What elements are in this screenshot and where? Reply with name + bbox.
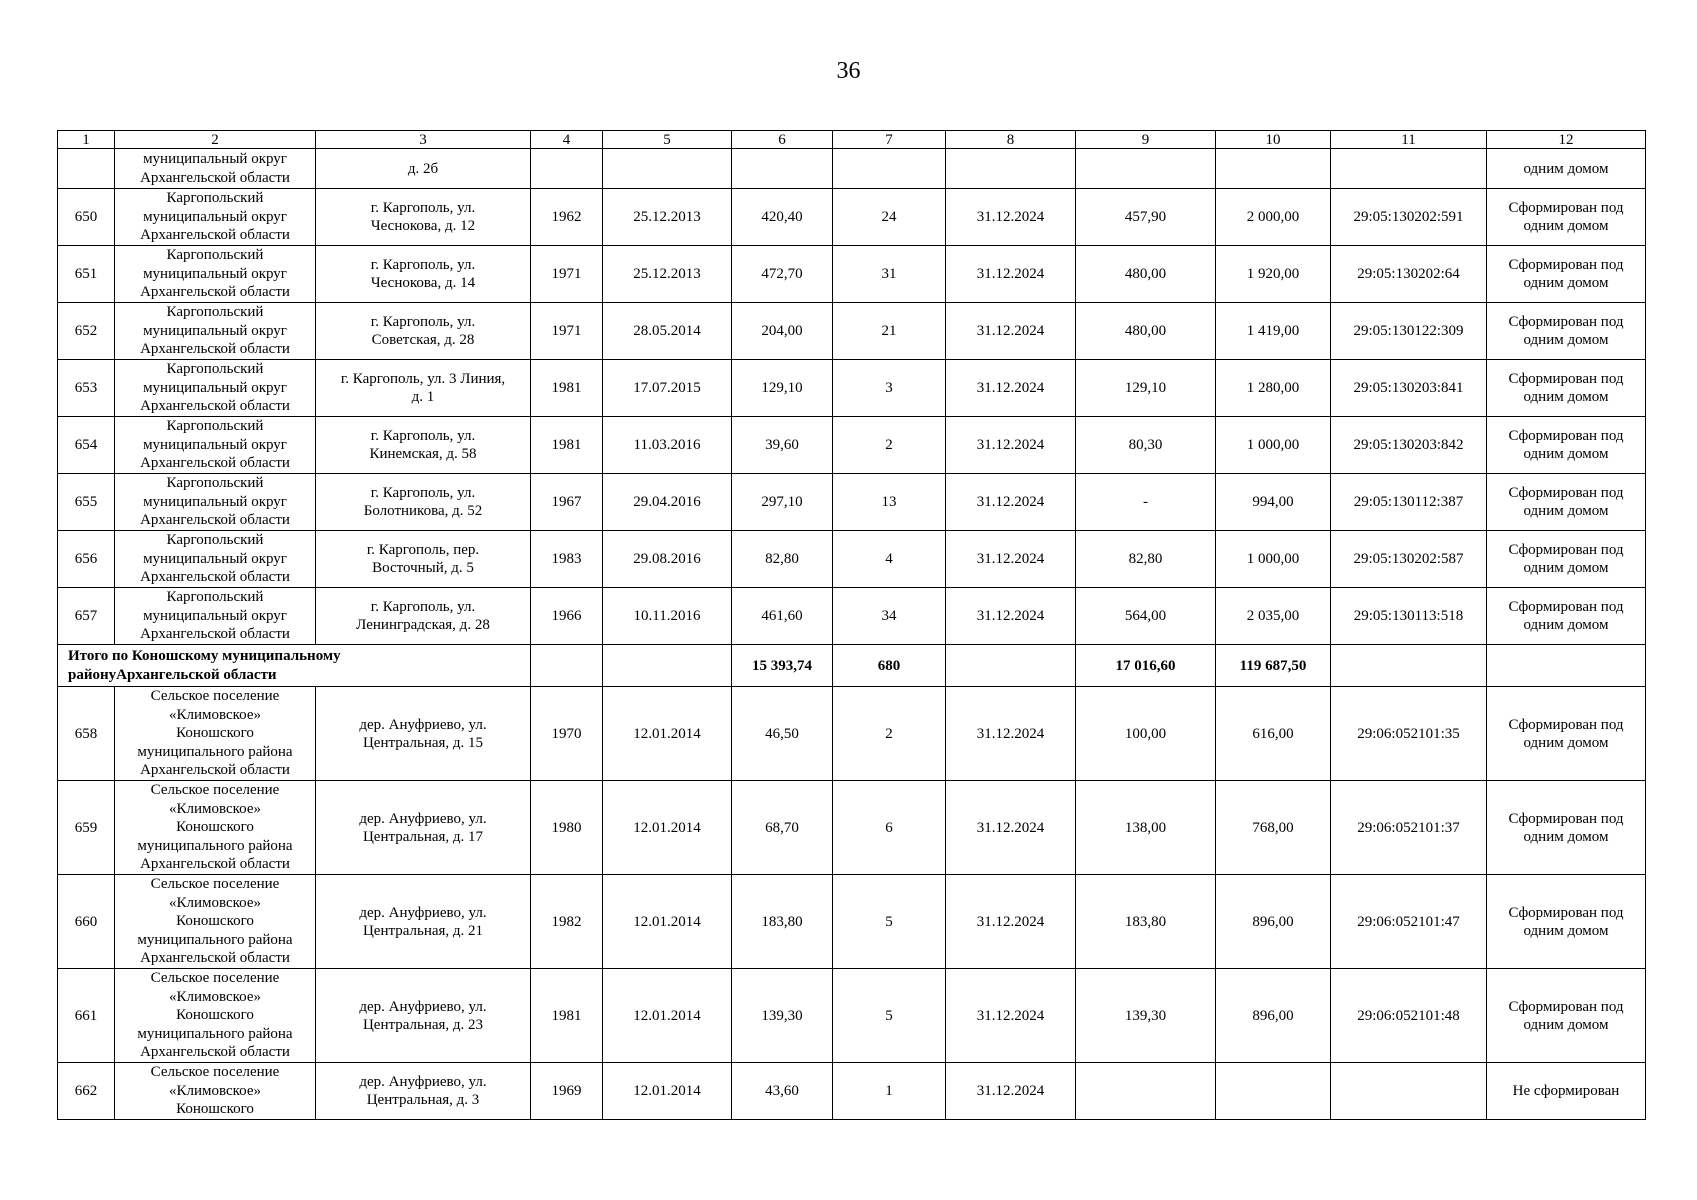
year-built: 1971: [531, 303, 603, 360]
land-status: Сформирован под одним домом: [1487, 246, 1646, 303]
municipality: Каргопольский муниципальный округ Архангельской области: [115, 417, 316, 474]
cadastral-number: 29:06:052101:47: [1331, 875, 1487, 969]
table-row: [58, 588, 1646, 645]
cadastral-number: 29:05:130202:64: [1331, 246, 1487, 303]
area: 183,80: [732, 875, 833, 969]
address: д. 2б: [316, 149, 531, 189]
land-status: Сформирован под одним домом: [1487, 687, 1646, 781]
table-row: [58, 474, 1646, 531]
land-area: 80,30: [1076, 417, 1216, 474]
date: 29.08.2016: [603, 531, 732, 588]
address: г. Каргополь, ул. Чеснокова, д. 12: [316, 189, 531, 246]
row-number: 654: [58, 417, 115, 474]
residents: 3: [833, 360, 946, 417]
cadastral-number: 29:05:130203:841: [1331, 360, 1487, 417]
relocation-date: 31.12.2024: [946, 246, 1076, 303]
relocation-date: 31.12.2024: [946, 303, 1076, 360]
table-row: [58, 531, 1646, 588]
address: г. Каргополь, ул. 3 Линия, д. 1: [316, 360, 531, 417]
relocation-date: 31.12.2024: [946, 781, 1076, 875]
total-relocation-date: [946, 645, 1076, 687]
table-row: [58, 687, 1646, 781]
table-row: [58, 303, 1646, 360]
value: 1 280,00: [1216, 360, 1331, 417]
residents: 2: [833, 687, 946, 781]
land-status: Сформирован под одним домом: [1487, 360, 1646, 417]
land-status: Сформирован под одним домом: [1487, 588, 1646, 645]
land-status: Сформирован под одним домом: [1487, 303, 1646, 360]
row-number: 662: [58, 1063, 115, 1120]
land-status: Сформирован под одним домом: [1487, 875, 1646, 969]
area: 46,50: [732, 687, 833, 781]
area: 461,60: [732, 588, 833, 645]
relocation-date: 31.12.2024: [946, 588, 1076, 645]
land-status: Сформирован под одним домом: [1487, 189, 1646, 246]
year-built: [531, 149, 603, 189]
residents: 2: [833, 417, 946, 474]
relocation-date: 31.12.2024: [946, 189, 1076, 246]
year-built: 1981: [531, 417, 603, 474]
address: дер. Ануфриево, ул. Центральная, д. 15: [316, 687, 531, 781]
area: 204,00: [732, 303, 833, 360]
address: г. Каргополь, пер. Восточный, д. 5: [316, 531, 531, 588]
relocation-date: 31.12.2024: [946, 1063, 1076, 1120]
residents: 13: [833, 474, 946, 531]
relocation-date: 31.12.2024: [946, 969, 1076, 1063]
address: г. Каргополь, ул. Кинемская, д. 58: [316, 417, 531, 474]
land-status: Сформирован под одним домом: [1487, 969, 1646, 1063]
total-residents: 680: [833, 645, 946, 687]
housing-register-table: [57, 130, 1646, 1120]
row-number: 656: [58, 531, 115, 588]
municipality: Каргопольский муниципальный округ Архангельской области: [115, 474, 316, 531]
cadastral-number: 29:05:130203:842: [1331, 417, 1487, 474]
date: 12.01.2014: [603, 687, 732, 781]
date: 25.12.2013: [603, 189, 732, 246]
column-number-row: [58, 131, 1646, 149]
municipality: Каргопольский муниципальный округ Архангельской области: [115, 588, 316, 645]
value: 768,00: [1216, 781, 1331, 875]
date: 10.11.2016: [603, 588, 732, 645]
value: 616,00: [1216, 687, 1331, 781]
relocation-date: 31.12.2024: [946, 474, 1076, 531]
address: дер. Ануфриево, ул. Центральная, д. 23: [316, 969, 531, 1063]
table-row: [58, 875, 1646, 969]
value: 1 000,00: [1216, 417, 1331, 474]
land-area: 139,30: [1076, 969, 1216, 1063]
column-number-9: 9: [1076, 131, 1216, 149]
land-status: Сформирован под одним домом: [1487, 781, 1646, 875]
row-number: 661: [58, 969, 115, 1063]
area: 82,80: [732, 531, 833, 588]
relocation-date: 31.12.2024: [946, 417, 1076, 474]
date: 11.03.2016: [603, 417, 732, 474]
cadastral-number: 29:06:052101:48: [1331, 969, 1487, 1063]
date: 12.01.2014: [603, 969, 732, 1063]
residents: 4: [833, 531, 946, 588]
column-number-7: 7: [833, 131, 946, 149]
column-number-11: 11: [1331, 131, 1487, 149]
residents: 34: [833, 588, 946, 645]
relocation-date: 31.12.2024: [946, 875, 1076, 969]
municipality: Сельское поселение «Климовское» Коношского муниципального района Архангельской области: [115, 781, 316, 875]
land-area: -: [1076, 474, 1216, 531]
total-label: Итого по Коношскому муниципальному районуАрхангельской области: [58, 645, 531, 687]
date: 12.01.2014: [603, 1063, 732, 1120]
area: 297,10: [732, 474, 833, 531]
value: 2 035,00: [1216, 588, 1331, 645]
row-number: 651: [58, 246, 115, 303]
value: 1 419,00: [1216, 303, 1331, 360]
municipality: Каргопольский муниципальный округ Архангельской области: [115, 360, 316, 417]
table-row: [58, 781, 1646, 875]
address: дер. Ануфриево, ул. Центральная, д. 3: [316, 1063, 531, 1120]
total-row: [58, 645, 1646, 687]
land-area: 183,80: [1076, 875, 1216, 969]
row-number: 655: [58, 474, 115, 531]
total-area: 15 393,74: [732, 645, 833, 687]
year-built: 1970: [531, 687, 603, 781]
total-date: [603, 645, 732, 687]
date: 28.05.2014: [603, 303, 732, 360]
municipality: Каргопольский муниципальный округ Архангельской области: [115, 246, 316, 303]
municipality: Сельское поселение «Климовское» Коношского муниципального района Архангельской области: [115, 875, 316, 969]
area: 43,60: [732, 1063, 833, 1120]
column-number-1: 1: [58, 131, 115, 149]
land-area: 480,00: [1076, 246, 1216, 303]
row-number: 660: [58, 875, 115, 969]
year-built: 1981: [531, 969, 603, 1063]
residents: 21: [833, 303, 946, 360]
land-status: Сформирован под одним домом: [1487, 417, 1646, 474]
cadastral-number: 29:05:130122:309: [1331, 303, 1487, 360]
value: 896,00: [1216, 875, 1331, 969]
land-area: 129,10: [1076, 360, 1216, 417]
value: 1 920,00: [1216, 246, 1331, 303]
land-area: 457,90: [1076, 189, 1216, 246]
land-area: 480,00: [1076, 303, 1216, 360]
row-number: 657: [58, 588, 115, 645]
row-number: [58, 149, 115, 189]
table-row: [58, 1063, 1646, 1120]
cadastral-number: 29:06:052101:35: [1331, 687, 1487, 781]
table-row: [58, 417, 1646, 474]
column-number-8: 8: [946, 131, 1076, 149]
land-status: одним домом: [1487, 149, 1646, 189]
column-number-3: 3: [316, 131, 531, 149]
column-number-10: 10: [1216, 131, 1331, 149]
value: 896,00: [1216, 969, 1331, 1063]
address: дер. Ануфриево, ул. Центральная, д. 17: [316, 781, 531, 875]
row-number: 659: [58, 781, 115, 875]
total-land-status: [1487, 645, 1646, 687]
date: 17.07.2015: [603, 360, 732, 417]
residents: 6: [833, 781, 946, 875]
table-row: [58, 189, 1646, 246]
row-number: 652: [58, 303, 115, 360]
column-number-5: 5: [603, 131, 732, 149]
date: [603, 149, 732, 189]
column-number-4: 4: [531, 131, 603, 149]
land-area: 564,00: [1076, 588, 1216, 645]
cadastral-number: [1331, 1063, 1487, 1120]
cadastral-number: 29:05:130202:587: [1331, 531, 1487, 588]
relocation-date: 31.12.2024: [946, 687, 1076, 781]
value: 1 000,00: [1216, 531, 1331, 588]
area: [732, 149, 833, 189]
column-number-6: 6: [732, 131, 833, 149]
area: 472,70: [732, 246, 833, 303]
relocation-date: 31.12.2024: [946, 360, 1076, 417]
area: 139,30: [732, 969, 833, 1063]
date: 12.01.2014: [603, 875, 732, 969]
row-number: 658: [58, 687, 115, 781]
address: г. Каргополь, ул. Ленинградская, д. 28: [316, 588, 531, 645]
table-row: [58, 969, 1646, 1063]
year-built: 1971: [531, 246, 603, 303]
date: 25.12.2013: [603, 246, 732, 303]
land-status: Сформирован под одним домом: [1487, 531, 1646, 588]
land-status: Не сформирован: [1487, 1063, 1646, 1120]
municipality: Сельское поселение «Климовское» Коношского муниципального района Архангельской области: [115, 969, 316, 1063]
column-number-2: 2: [115, 131, 316, 149]
area: 68,70: [732, 781, 833, 875]
table-row: [58, 360, 1646, 417]
year-built: 1967: [531, 474, 603, 531]
municipality: Сельское поселение «Климовское» Коношского муниципального района Архангельской области: [115, 687, 316, 781]
municipality: Каргопольский муниципальный округ Архангельской области: [115, 303, 316, 360]
row-number: 653: [58, 360, 115, 417]
value: 2 000,00: [1216, 189, 1331, 246]
date: 12.01.2014: [603, 781, 732, 875]
land-status: Сформирован под одним домом: [1487, 474, 1646, 531]
cadastral-number: 29:06:052101:37: [1331, 781, 1487, 875]
residents: 24: [833, 189, 946, 246]
total-year-built: [531, 645, 603, 687]
residents: [833, 149, 946, 189]
year-built: 1962: [531, 189, 603, 246]
table-row: [58, 246, 1646, 303]
relocation-date: 31.12.2024: [946, 531, 1076, 588]
land-area: [1076, 149, 1216, 189]
table-row: [58, 149, 1646, 189]
cadastral-number: 29:05:130113:518: [1331, 588, 1487, 645]
year-built: 1969: [531, 1063, 603, 1120]
land-area: 100,00: [1076, 687, 1216, 781]
page-number: 36: [836, 58, 861, 84]
value: [1216, 1063, 1331, 1120]
value: [1216, 149, 1331, 189]
value: 994,00: [1216, 474, 1331, 531]
total-land-area: 17 016,60: [1076, 645, 1216, 687]
relocation-date: [946, 149, 1076, 189]
cadastral-number: 29:05:130112:387: [1331, 474, 1487, 531]
residents: 31: [833, 246, 946, 303]
column-number-12: 12: [1487, 131, 1646, 149]
total-cadastral-number: [1331, 645, 1487, 687]
address: г. Каргополь, ул. Болотникова, д. 52: [316, 474, 531, 531]
area: 420,40: [732, 189, 833, 246]
total-value: 119 687,50: [1216, 645, 1331, 687]
residents: 1: [833, 1063, 946, 1120]
year-built: 1982: [531, 875, 603, 969]
address: дер. Ануфриево, ул. Центральная, д. 21: [316, 875, 531, 969]
municipality: Каргопольский муниципальный округ Архангельской области: [115, 531, 316, 588]
municipality: Сельское поселение «Климовское» Коношского: [115, 1063, 316, 1120]
year-built: 1966: [531, 588, 603, 645]
municipality: муниципальный округ Архангельской области: [115, 149, 316, 189]
cadastral-number: [1331, 149, 1487, 189]
year-built: 1980: [531, 781, 603, 875]
residents: 5: [833, 969, 946, 1063]
year-built: 1983: [531, 531, 603, 588]
land-area: 138,00: [1076, 781, 1216, 875]
municipality: Каргопольский муниципальный округ Архангельской области: [115, 189, 316, 246]
land-area: 82,80: [1076, 531, 1216, 588]
address: г. Каргополь, ул. Чеснокова, д. 14: [316, 246, 531, 303]
cadastral-number: 29:05:130202:591: [1331, 189, 1487, 246]
address: г. Каргополь, ул. Советская, д. 28: [316, 303, 531, 360]
land-area: [1076, 1063, 1216, 1120]
date: 29.04.2016: [603, 474, 732, 531]
table-body: [58, 149, 1646, 1120]
residents: 5: [833, 875, 946, 969]
area: 129,10: [732, 360, 833, 417]
year-built: 1981: [531, 360, 603, 417]
row-number: 650: [58, 189, 115, 246]
area: 39,60: [732, 417, 833, 474]
